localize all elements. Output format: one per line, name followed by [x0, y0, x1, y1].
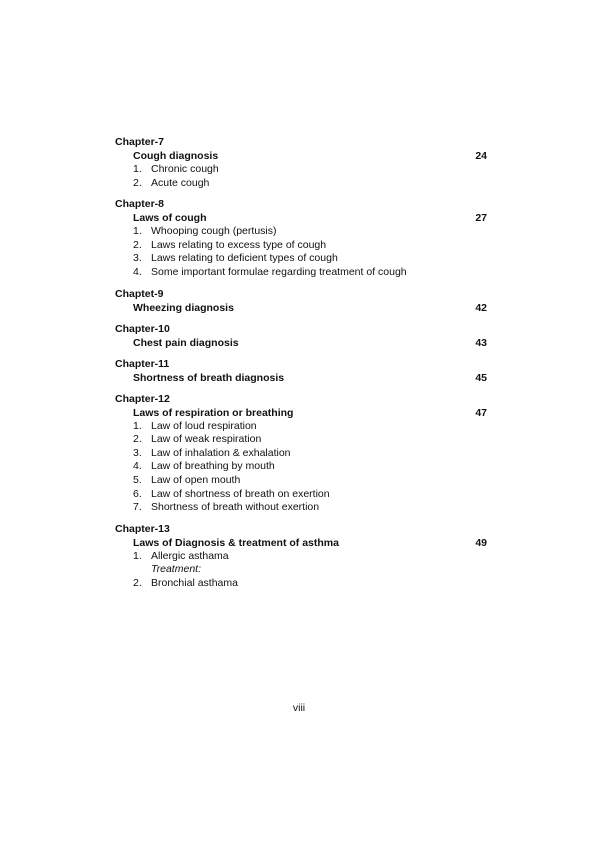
- item-text: Law of breathing by mouth: [151, 460, 275, 473]
- item-number: 1.: [133, 163, 142, 175]
- chapter-title-row[interactable]: [115, 406, 487, 420]
- toc-chapter-13: [115, 522, 487, 591]
- chapter-page-number: 42: [475, 301, 487, 314]
- item-number: 5.: [133, 473, 142, 486]
- chapter-title: Laws of Diagnosis & treatment of asthma: [133, 536, 339, 549]
- list-item: [115, 501, 487, 515]
- list-item: [115, 239, 487, 253]
- chapter-title: Shortness of breath diagnosis: [133, 371, 285, 384]
- list-item: [115, 488, 487, 502]
- item-text: Law of loud respiration: [151, 419, 257, 432]
- item-text: Acute cough: [151, 176, 210, 189]
- toc-chapter-7: [115, 135, 487, 190]
- list-item: [115, 252, 487, 266]
- item-text: Bronchial asthama: [151, 576, 238, 589]
- chapter-page-number: 24: [475, 150, 487, 162]
- item-text: Laws relating to deficient types of cough: [151, 252, 338, 265]
- table-of-contents: [115, 135, 487, 591]
- chapter-title: Laws of cough: [133, 212, 207, 225]
- item-number: 2.: [133, 238, 142, 251]
- item-text: Laws relating to excess type of cough: [151, 238, 327, 251]
- item-text: Law of inhalation & exhalation: [151, 446, 291, 459]
- chapter-title-row[interactable]: [115, 371, 487, 385]
- chapter-title: Laws of respiration or breathing: [133, 406, 294, 419]
- chapter-page-number: 43: [475, 336, 487, 349]
- chapter-title: Cough diagnosis: [133, 150, 219, 162]
- item-text: Law of open mouth: [151, 473, 241, 486]
- item-text: Some important formulae regarding treatment of cough: [151, 265, 407, 278]
- item-number: 3.: [133, 252, 142, 265]
- page-number: viii: [292, 702, 306, 714]
- toc-chapter-10: [115, 322, 487, 350]
- chapter-title-row[interactable]: [115, 336, 487, 350]
- chapter-title-row[interactable]: [115, 211, 487, 225]
- item-number: 1.: [133, 549, 142, 562]
- list-item: [115, 420, 487, 434]
- item-number: 7.: [133, 501, 142, 514]
- chapter-label: Chapter-13: [115, 522, 170, 535]
- list-item: [115, 163, 487, 177]
- chapter-page-number: 45: [475, 371, 487, 384]
- item-number: 4.: [133, 265, 142, 278]
- list-item: [115, 433, 487, 447]
- chapter-label: Chapter-11: [115, 357, 170, 370]
- item-text: Law of shortness of breath on exertion: [151, 487, 330, 500]
- chapter-page-number: 27: [475, 212, 487, 225]
- item-text: Allergic asthama: [151, 549, 229, 562]
- list-item: [115, 460, 487, 474]
- item-number: 1.: [133, 225, 142, 238]
- list-item: [115, 225, 487, 239]
- chapter-label: Chapter-7: [115, 136, 165, 148]
- item-text: Shortness of breath without exertion: [151, 501, 320, 514]
- chapter-label: Chapter-10: [115, 322, 170, 335]
- chapter-page-number: 49: [475, 536, 487, 549]
- list-item: [115, 177, 487, 191]
- item-number: 2.: [133, 433, 142, 446]
- list-item: [115, 550, 487, 564]
- chapter-page-number: 47: [475, 406, 487, 419]
- toc-chapter-9: [115, 287, 487, 315]
- list-item: [115, 474, 487, 488]
- chapter-title: Chest pain diagnosis: [133, 336, 239, 349]
- item-text: Whooping cough (pertusis): [151, 225, 277, 238]
- treatment-note: Treatment:: [151, 563, 201, 576]
- toc-chapter-11: [115, 357, 487, 385]
- chapter-label: Chapter-8: [115, 198, 165, 211]
- list-item: [115, 447, 487, 461]
- item-number: 1.: [133, 419, 142, 432]
- toc-chapter-8: [115, 197, 487, 279]
- list-item: [115, 266, 487, 280]
- item-number: 3.: [133, 446, 142, 459]
- chapter-label: Chaptet-9: [115, 287, 164, 300]
- item-number: 4.: [133, 460, 142, 473]
- page-footer: [0, 702, 598, 714]
- chapter-label: Chapter-12: [115, 392, 170, 405]
- item-number: 2.: [133, 176, 142, 189]
- chapter-title: Wheezing diagnosis: [133, 301, 234, 314]
- item-text: Law of weak respiration: [151, 433, 262, 446]
- list-item: [115, 577, 487, 591]
- chapter-title-row[interactable]: [115, 536, 487, 550]
- toc-chapter-12: [115, 392, 487, 515]
- item-text: Chronic cough: [151, 163, 219, 175]
- chapter-title-row[interactable]: [115, 149, 487, 163]
- chapter-title-row[interactable]: [115, 301, 487, 315]
- item-number: 2.: [133, 576, 142, 589]
- item-number: 6.: [133, 487, 142, 500]
